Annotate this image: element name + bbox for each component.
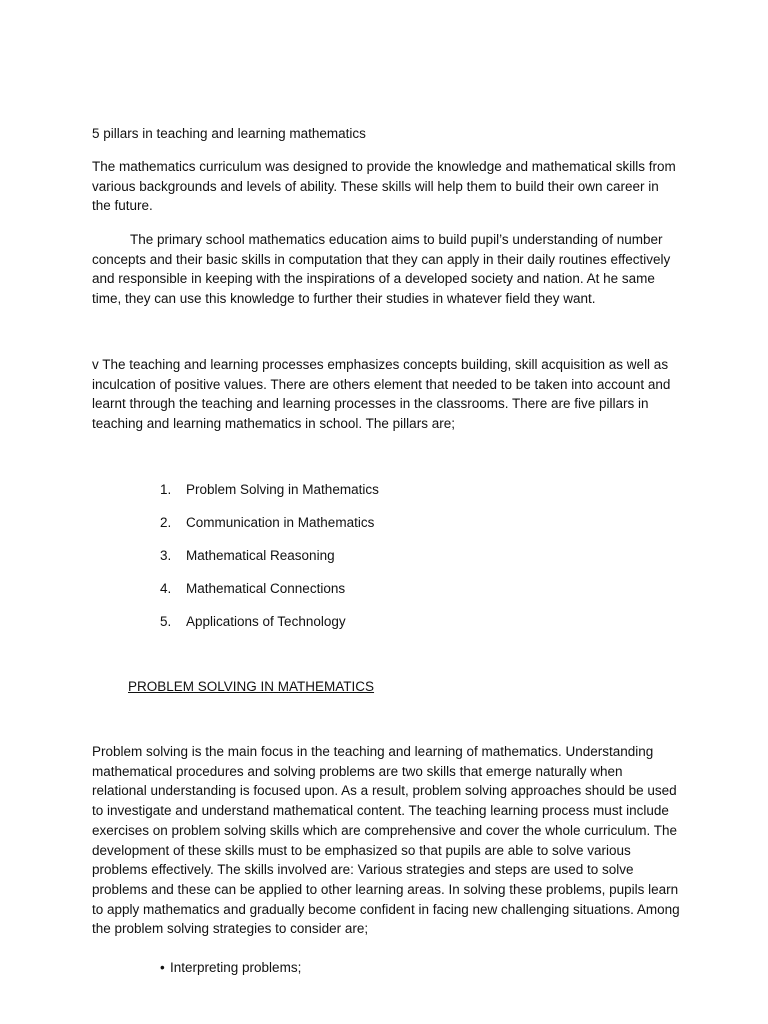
pillar-item-problem-solving xyxy=(160,480,379,513)
pillar-number: 4. xyxy=(160,581,172,596)
pillar-label: Applications of Technology xyxy=(186,614,346,629)
bullet-icon: • xyxy=(160,960,165,975)
pillar-item-connections xyxy=(160,579,379,612)
pillar-item-technology xyxy=(160,612,379,645)
pillar-number: 2. xyxy=(160,515,172,530)
pillar-label: Mathematical Reasoning xyxy=(186,548,335,563)
pillars-list xyxy=(160,480,379,645)
education-aims-paragraph: The primary school mathematics education aims to build pupil’s understanding of number concepts and their basic skills in computation that they can apply in their daily routines effectively and responsible in keeping with the inspirations of a developed society and nation. At he same time, they can use this knowledge to further their studies in whatever field they want. xyxy=(92,232,671,307)
document-title: 5 pillars in teaching and learning mathematics xyxy=(92,126,366,141)
intro-paragraph: The mathematics curriculum was designed to provide the knowledge and mathematical skills from various backgrounds and levels of ability. These skills will help them to build their own career in the future. xyxy=(92,159,676,214)
strategies-list xyxy=(160,958,301,978)
problem-solving-paragraph: Problem solving is the main focus in the teaching and learning of mathematics. Understanding mathematical procedures and solving problems are two skills that emerge naturally when relational understanding is focused upon. As a result, problem solving approaches should be used to investigate and understand mathematical content. The teaching learning process must include exercises on problem solving skills which are comprehensive and cover the whole curriculum. The development of these skills must to be emphasized so that pupils are able to solve various problems effectively. The skills involved are: Various strategies and steps are used to solve problems and these can be applied to other learning areas. In solving these problems, pupils learn to apply mathematics and gradually become confident in facing new challenging situations. Among the problem solving strategies to consider are; xyxy=(92,744,680,937)
pillar-number: 3. xyxy=(160,548,172,563)
pillar-number: 5. xyxy=(160,614,172,629)
pillar-label: Problem Solving in Mathematics xyxy=(186,482,379,497)
pillar-label: Mathematical Connections xyxy=(186,581,346,596)
pillar-number: 1. xyxy=(160,482,172,497)
strategy-label: Interpreting problems; xyxy=(170,960,302,975)
pillar-item-communication xyxy=(160,513,379,546)
pillar-label: Communication in Mathematics xyxy=(186,515,375,530)
processes-paragraph: v The teaching and learning processes emphasizes concepts building, skill acquisition as well as inculcation of positive values. There are others element that needed to be taken into account and learnt through the teaching and learning processes in the classrooms. There are five pillars in teaching and learning mathematics in school. The pillars are; xyxy=(92,357,671,432)
section-heading-problem-solving: PROBLEM SOLVING IN MATHEMATICS xyxy=(128,679,375,694)
pillar-item-reasoning xyxy=(160,546,379,579)
list-item xyxy=(160,958,301,978)
